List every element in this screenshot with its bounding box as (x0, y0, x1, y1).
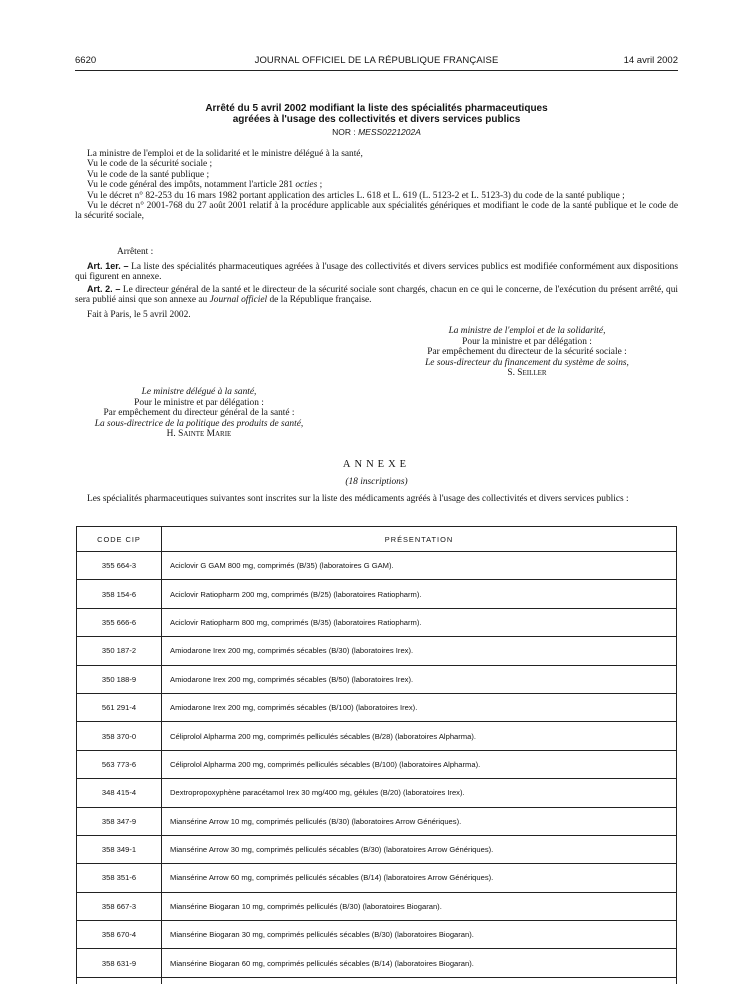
annexe-table (76, 526, 677, 984)
signature-right-line-3: Par empêchement du directeur de la sécurité sociale : (427, 347, 627, 358)
header-rule (75, 70, 678, 71)
cip-code: 355 666-6 (77, 608, 162, 636)
table-row (77, 665, 677, 693)
preamble-line-5: Vu le décret n° 82-253 du 16 mars 1982 portant application des articles L. 618 et L. 619 (L. 5123-2 et L. 5123-3) du code de la santé publique ; (87, 190, 625, 201)
signature-left-line-2: Pour le ministre et par délégation : (134, 397, 264, 408)
article-2-paragraph (75, 284, 678, 306)
table-row (77, 949, 677, 977)
signature-left (64, 387, 334, 440)
journal-title: JOURNAL OFFICIEL DE LA RÉPUBLIQUE FRANÇAISE (254, 55, 499, 66)
preamble-octies: octies (295, 180, 318, 191)
presentation: Miansérine Arrow 30 mg, comprimés pelliculés sécables (B/30) (laboratoires Arrow Génériques). (162, 835, 677, 863)
table-row (77, 693, 677, 721)
signature-left-line-4 (64, 419, 334, 430)
presentation: Miansérine Biogaran 30 mg, comprimés pelliculés sécables (B/30) (laboratoires Biogaran). (162, 921, 677, 949)
signature-left-subdirector: La sous-directrice de la politique des produits de santé, (94, 418, 304, 429)
article-1 (75, 261, 678, 283)
presentation: Aciclovir Ratiopharm 200 mg, comprimés (B/25) (laboratoires Ratiopharm). (162, 580, 677, 608)
decree-title (75, 103, 678, 125)
signature-right-role: La ministre de l'emploi et de la solidarité, (448, 326, 606, 336)
signature-left-name: H. Sainte Marie (166, 429, 232, 440)
presentation: Amiodarone Irex 200 mg, comprimés sécables (B/100) (laboratoires Irex). (162, 693, 677, 721)
table-row (77, 921, 677, 949)
cip-code-empty (77, 977, 162, 984)
cip-code: 350 188-9 (77, 665, 162, 693)
table-row (77, 807, 677, 835)
cip-code: 358 370-0 (77, 722, 162, 750)
annexe-table-head (77, 527, 677, 552)
issue-date: 14 avril 2002 (623, 55, 678, 66)
preamble-line-3: Vu le code de la santé publique ; (87, 169, 210, 180)
presentation: Miansérine Biogaran 10 mg, comprimés pelliculés (B/30) (laboratoires Biogaran). (162, 892, 677, 920)
table-row (77, 608, 677, 636)
nor-reference (75, 127, 678, 137)
table-row (77, 552, 677, 580)
cip-code: 358 351-6 (77, 864, 162, 892)
article-1-label: Art. 1er. – (87, 261, 129, 271)
nor-label: NOR : (332, 127, 356, 137)
article-2-label: Art. 2. – (87, 284, 121, 294)
arretent: Arrêtent : (117, 247, 154, 257)
nor-value: MESS0221202A (358, 127, 421, 137)
presentation-empty (162, 977, 677, 984)
article-1-paragraph (75, 261, 678, 283)
cip-code: 358 670-4 (77, 921, 162, 949)
presentation: Miansérine Arrow 10 mg, comprimés pelliculés (B/30) (laboratoires Arrow Génériques). (162, 807, 677, 835)
preamble-octies-tail: ; (317, 180, 323, 191)
running-header (75, 55, 678, 69)
annexe-table-header-row (77, 527, 677, 552)
article-2-text-before: Le directeur général de la santé et le directeur de la sécurité sociale sont chargés, chacun en ce qui le concerne, de l'exécution du présent arrêté, qui sera publié ainsi que son annexe au (75, 285, 678, 306)
preamble-line-1: La ministre de l'emploi et de la solidarité et le ministre délégué à la santé, (87, 149, 363, 159)
cip-code: 358 631-9 (77, 949, 162, 977)
table-row-continued (77, 977, 677, 984)
col-header-presentation: PRÉSENTATION (162, 527, 677, 552)
signature-left-line-1 (64, 387, 334, 398)
article-1-text: La liste des spécialités pharmaceutiques agréées à l'usage des collectivités et divers services publics est modifiée conformément aux dispositions qui figurent en annexe. (75, 262, 678, 283)
signature-right (377, 326, 677, 379)
table-row (77, 722, 677, 750)
presentation: Dextropropoxyphène paracétamol Irex 30 mg/400 mg, gélules (B/20) (laboratoires Irex). (162, 779, 677, 807)
cip-code: 358 154-6 (77, 580, 162, 608)
article-2 (75, 284, 678, 306)
presentation: Amiodarone Irex 200 mg, comprimés sécables (B/50) (laboratoires Irex). (162, 665, 677, 693)
signature-right-name: S. Seiller (507, 368, 547, 379)
signature-left-line-3: Par empêchement du directeur général de la santé : (103, 408, 295, 419)
cip-code: 348 415-4 (77, 779, 162, 807)
annexe-inscriptions: (18 inscriptions) (345, 477, 408, 487)
annexe-title: ANNEXE (342, 459, 411, 470)
cip-code: 561 291-4 (77, 693, 162, 721)
table-row (77, 864, 677, 892)
page-number: 6620 (75, 55, 97, 66)
article-2-text-after: de la République française. (267, 295, 372, 306)
cip-code: 563 773-6 (77, 750, 162, 778)
presentation: Miansérine Arrow 60 mg, comprimés pelliculés sécables (B/14) (laboratoires Arrow Génériques). (162, 864, 677, 892)
table-row (77, 835, 677, 863)
article-2-journal: Journal officiel (209, 295, 268, 306)
table-row (77, 892, 677, 920)
presentation: Céliprolol Alpharma 200 mg, comprimés pelliculés sécables (B/100) (laboratoires Alpharma). (162, 750, 677, 778)
presentation: Aciclovir Ratiopharm 800 mg, comprimés (B/35) (laboratoires Ratiopharm). (162, 608, 677, 636)
preamble-line-4 (75, 180, 678, 190)
annexe-table-body (77, 552, 677, 984)
col-header-code-cip: CODE CIP (77, 527, 162, 552)
presentation: Aciclovir G GAM 800 mg, comprimés (B/35) (laboratoires G GAM). (162, 552, 677, 580)
cip-code: 358 349-1 (77, 835, 162, 863)
cip-code: 355 664-3 (77, 552, 162, 580)
presentation: Miansérine Biogaran 60 mg, comprimés pelliculés sécables (B/14) (laboratoires Biogaran). (162, 949, 677, 977)
signature-right-line-2: Pour la ministre et par délégation : (462, 336, 592, 347)
table-row (77, 580, 677, 608)
annexe-intro (75, 494, 678, 504)
preamble-line-6: Vu le décret n° 2001-768 du 27 août 2001 relatif à la procédure applicable aux spécialités génériques et modifiant le code de la santé publique et le code de la sécurité sociale, (75, 201, 678, 222)
cip-code: 350 187-2 (77, 637, 162, 665)
preamble-line-2: Vu le code de la sécurité sociale ; (87, 159, 213, 170)
preamble (75, 149, 678, 222)
preamble-line-4-text: Vu le code général des impôts, notamment l'article 281 (87, 180, 294, 191)
done-at-text: Fait à Paris, le 5 avril 2002. (87, 310, 191, 320)
signature-left-role: Le ministre délégué à la santé, (141, 387, 257, 397)
decree-title-line-1: Arrêté du 5 avril 2002 modifiant la liste des spécialités pharmaceutiques (205, 103, 548, 114)
annexe-intro-text: Les spécialités pharmaceutiques suivantes sont inscrites sur la liste des médicaments agréés à l'usage des collectivités et divers services publics : (87, 494, 629, 504)
presentation: Amiodarone Irex 200 mg, comprimés sécables (B/30) (laboratoires Irex). (162, 637, 677, 665)
cip-code: 358 347-9 (77, 807, 162, 835)
decree-title-line-2: agréées à l'usage des collectivités et divers services publics (232, 114, 521, 125)
signature-right-line-1 (377, 326, 677, 337)
cip-code: 358 667-3 (77, 892, 162, 920)
table-row (77, 637, 677, 665)
presentation: Céliprolol Alpharma 200 mg, comprimés pelliculés sécables (B/28) (laboratoires Alpharma). (162, 722, 677, 750)
table-row (77, 750, 677, 778)
signature-right-subdirector: Le sous-directeur du financement du système de soins, (425, 357, 629, 368)
signature-right-line-4 (377, 358, 677, 369)
table-row (77, 779, 677, 807)
done-at (75, 310, 678, 320)
